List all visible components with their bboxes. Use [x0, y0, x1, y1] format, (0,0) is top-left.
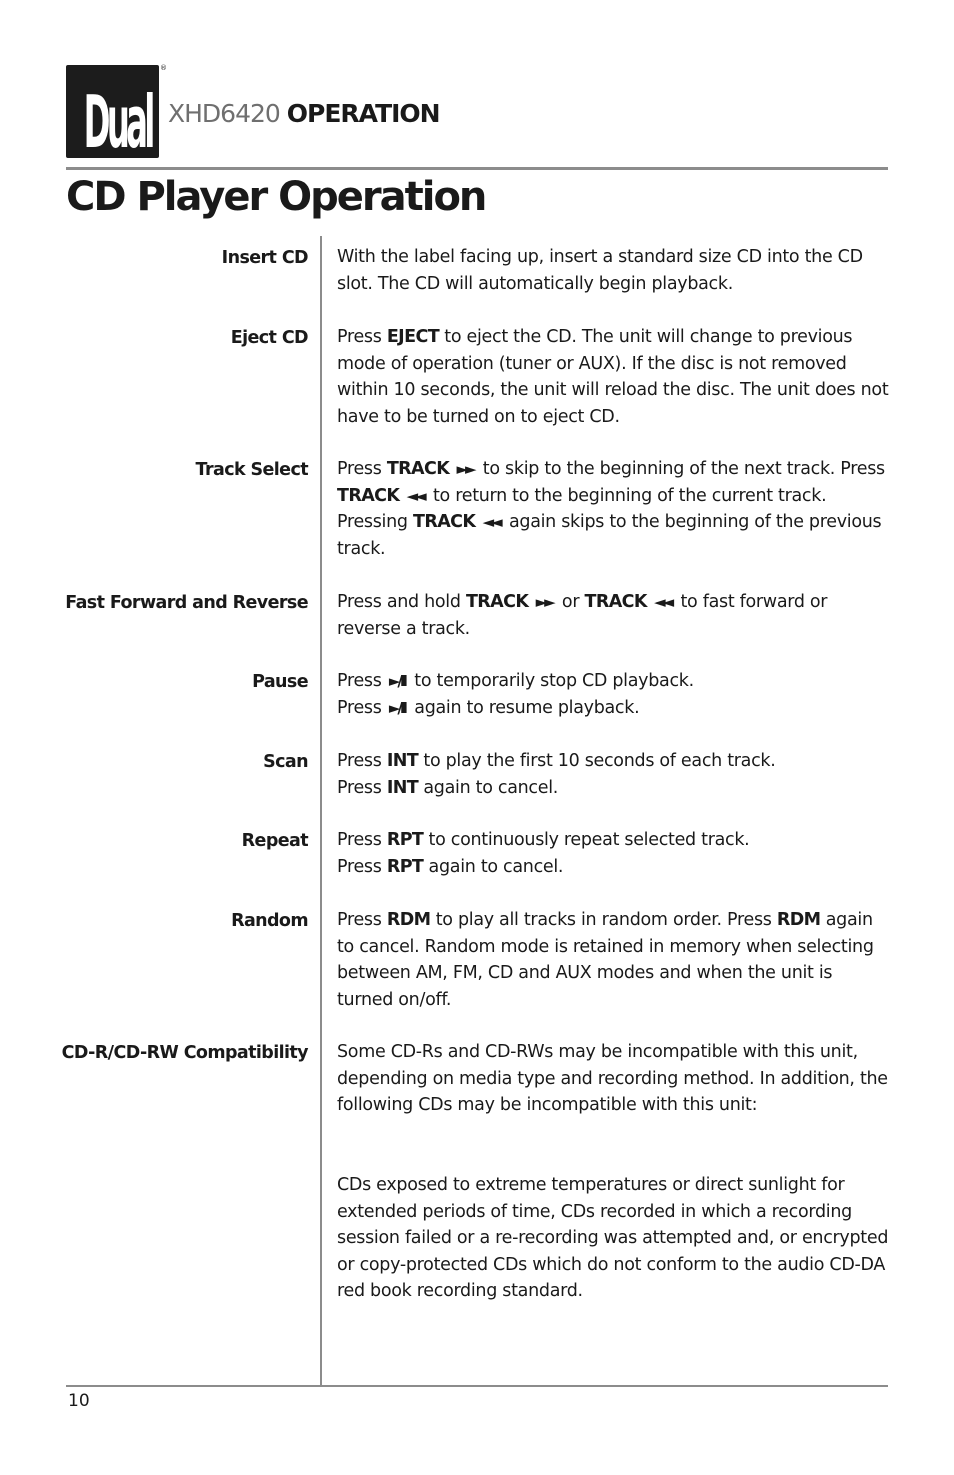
track-key: TRACK	[412, 512, 476, 532]
desc-cdr-compatibility-p2: CDs exposed to extreme temperatures or direct sunlight for extended periods of time, CDs recorded in which a recording session failed or a re-recording was attempted and, or encrypted or copy-protected CDs which do not conform to the audio CD-DA red book recording standard.	[337, 1175, 889, 1301]
rpt-key: RPT	[386, 856, 424, 877]
prev-icon: ◄◄	[654, 593, 672, 611]
label-random: Random	[231, 911, 308, 931]
desc-pause: Press ►/II to temporarily stop CD playback. Press ►/II again to resume playback.	[337, 671, 694, 718]
prev-icon: ◄◄	[406, 486, 424, 505]
label-eject-cd: Eject CD	[230, 328, 308, 348]
next-icon: ►►	[535, 593, 553, 611]
rdm-key: RDM	[386, 910, 431, 930]
label-pause: Pause	[252, 672, 308, 692]
desc-repeat: Press RPT to continuously repeat selected track. Press RPT again to cancel.	[337, 830, 750, 877]
eject-key: EJECT	[386, 327, 440, 347]
desc-track-select: Press TRACK ►► to skip to the beginning of the next track. Press TRACK ◄◄ to return to the beginning of the current track. Pressing TRACK ◄◄ again skips to the beginning of the previous track.	[337, 459, 885, 559]
play-pause-icon: ►/II	[388, 698, 406, 717]
desc-insert-cd: With the label facing up, insert a standard size CD into the CD slot. The CD will automatically begin playback.	[337, 247, 863, 294]
desc-eject-cd: Press EJECT to eject the CD. The unit will change to previous mode of operation (tuner or AUX). If the disc is not removed within 10 seconds, the unit will reload the disc. The unit does not have to be turned on to eject CD.	[337, 327, 889, 427]
section-name: OPERATION	[286, 99, 440, 128]
desc-scan: Press INT to play the first 10 seconds of each track. Press INT again to cancel.	[337, 751, 776, 798]
label-track-select: Track Select	[195, 460, 308, 480]
prev-icon: ◄◄	[482, 513, 500, 531]
rpt-key: RPT	[386, 830, 424, 850]
label-cdr-compatibility: CD-R/CD-RW Compatibility	[61, 1043, 308, 1063]
footer-rule	[66, 1385, 888, 1387]
desc-random: Press RDM to play all tracks in random order. Press RDM again to cancel. Random mode is retained in memory when selecting between AM, FM, CD and AUX modes and when the unit is turned on/off.	[337, 910, 874, 1010]
header-rule	[66, 167, 888, 170]
header-title	[168, 99, 440, 128]
dual-logo	[66, 65, 159, 158]
label-fast-forward-reverse: Fast Forward and Reverse	[65, 593, 308, 613]
page-number: 10	[68, 1391, 90, 1411]
next-icon: ►►	[456, 460, 474, 478]
label-repeat: Repeat	[241, 831, 308, 851]
play-pause-icon: ►/II	[388, 672, 406, 690]
desc-fast-forward-reverse: Press and hold TRACK ►► or TRACK ◄◄ to fast forward or reverse a track.	[337, 592, 828, 639]
label-scan: Scan	[263, 752, 308, 772]
model-name: XHD6420	[168, 99, 280, 128]
desc-cdr-compatibility-p1: Some CD-Rs and CD-RWs may be incompatible with this unit, depending on media type and recording method. In addition, the following CDs may be incompatible with this unit:	[337, 1042, 888, 1115]
track-key: TRACK	[386, 459, 450, 479]
track-key: TRACK	[465, 592, 529, 612]
page-title: CD Player Operation	[66, 174, 486, 220]
track-key: TRACK	[337, 485, 400, 506]
label-insert-cd: Insert CD	[221, 248, 308, 268]
registered-mark: ®	[160, 64, 167, 72]
column-divider	[320, 236, 322, 1386]
logo-text: Dual	[83, 79, 152, 158]
int-key: INT	[386, 751, 419, 771]
int-key: INT	[386, 777, 419, 798]
track-key: TRACK	[584, 592, 647, 612]
rdm-key: RDM	[776, 910, 821, 930]
